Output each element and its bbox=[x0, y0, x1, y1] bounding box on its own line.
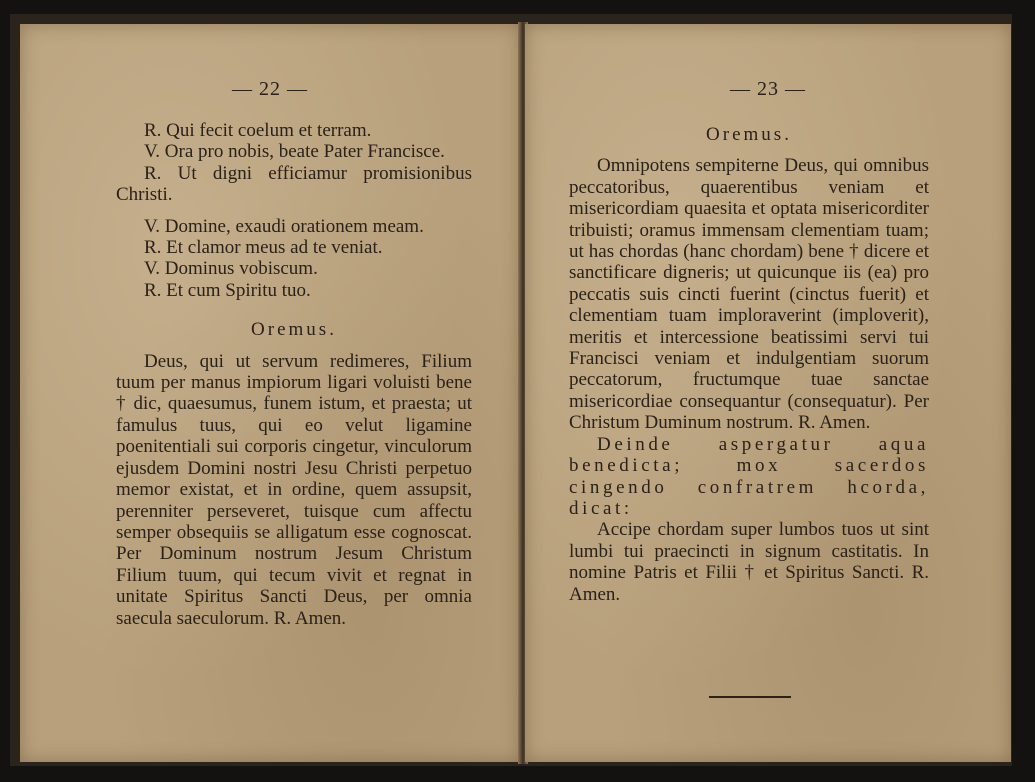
versicle-line: V. Dominus vobiscum. bbox=[144, 258, 318, 280]
left-page bbox=[20, 24, 520, 762]
versicle-line: V. Domine, exaudi orationem meam. bbox=[144, 215, 424, 237]
formula-text: Accipe chordam super lumbos tuos ut sint lumbi tui praecincti in signum castitatis. In nomine Patris et Filii † et Spiritus Sancti. R. Amen. bbox=[569, 519, 929, 605]
versicle-line: R. Et cum Spiritu tuo. bbox=[144, 279, 311, 301]
versicle-line: R. Et clamor meus ad te veniat. bbox=[144, 237, 383, 259]
versicle-line: V. Ora pro nobis, beate Pater Francisce. bbox=[144, 141, 445, 163]
page-number-left: — 22 — bbox=[232, 78, 308, 100]
oremus-heading: Oremus. bbox=[251, 319, 337, 341]
page-number-right: — 23 — bbox=[730, 78, 806, 100]
right-page bbox=[525, 24, 1011, 762]
prayer-text: Omnipotens sempiterne Deus, qui omnibus peccatoribus, quaerentibus veniam et misericordiam quaesita et optata misericorditer tribuisti; oramus immensam clementiam tuam; ut has chordas (hanc chordam) bene † dicere et sanctificare digneris; ut quicunque iis (ea) pro peccatis suis cincti fuerint (cinctus fuerit) et clementiam tuam imploraverint (imploverit), meritis et intercessione beatissimi servi tui Francisci veniam et indulgentiam suorum peccatorum, fructumque tuae sanctae misericordiae consequantur (consequatur). Per Christum Duminum nostrum. R. Amen. bbox=[569, 155, 929, 434]
rubric-text: Deinde aspergatur aqua benedicta; mox sacerdos cingendo confratrem hcorda, dicat: bbox=[569, 433, 929, 519]
right-page-text bbox=[569, 124, 929, 605]
closing-rule bbox=[709, 696, 791, 698]
versicle-line: R. Qui fecit coelum et terram. bbox=[144, 120, 372, 141]
open-book bbox=[10, 14, 1012, 766]
left-page-text bbox=[116, 120, 472, 629]
versicle-line: R. Ut digni efficiamur promisionibus Christi. bbox=[116, 162, 472, 206]
prayer-text: Deus, qui ut servum redimeres, Filium tuum per manus impiorum ligari voluisti bene † dic, quaesumus, funem istum, et praesta; ut famulus tuus, qui eo velut ligamine poenitentiali sui corporis cingetur, vinculorum ejusdem Domini nostri Jesu Christi perpetuo memor existat, et in ordine, quem assupsit, perenniter perseveret, tuisque cum affectu semper obsequiis se alligatum esse cognoscat. Per Dominum nostrum Jesum Christum Filium tuum, qui tecum vivit et regnat in unitate Spiritus Sancti Deus, per omnia saecula saeculorum. R. Amen. bbox=[116, 350, 472, 629]
oremus-heading: Oremus. bbox=[706, 124, 792, 145]
